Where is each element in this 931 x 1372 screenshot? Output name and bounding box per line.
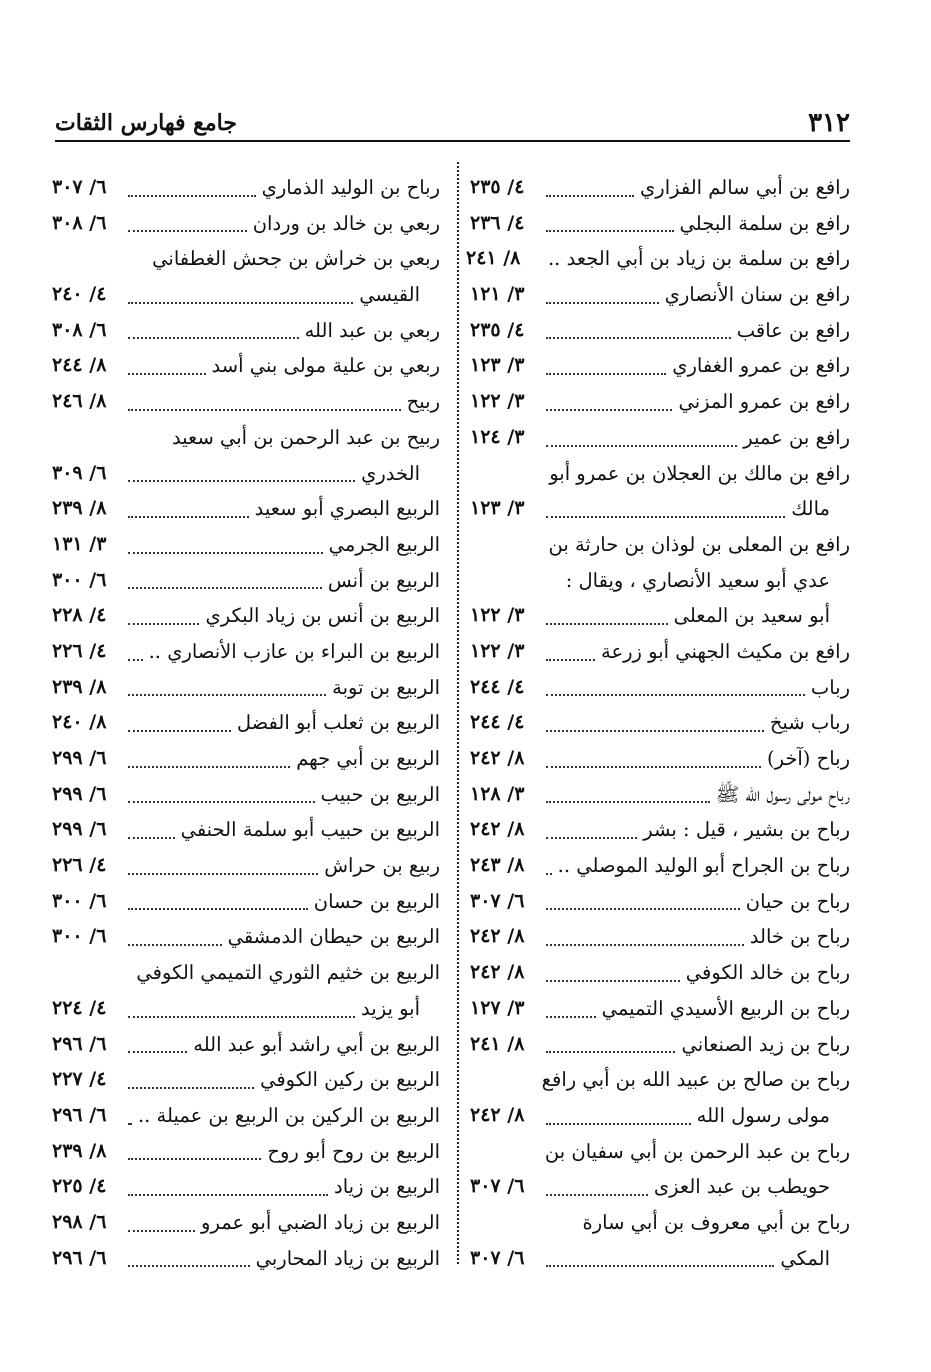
index-entry <box>470 1169 850 1205</box>
entry-name: الربيع الجرمي <box>328 532 440 556</box>
entry-name: رباح بن الربيع الأسيدي التميمي <box>601 996 850 1020</box>
entry-name: الربيع بن زياد الضبي أبو عمرو <box>201 1210 440 1234</box>
page-header <box>55 98 850 138</box>
index-entry <box>52 313 440 349</box>
index-entry <box>470 491 850 527</box>
leader-dots <box>546 373 672 411</box>
entry-reference: ٤/ ٢٢٤ <box>52 996 107 1019</box>
entry-name: المكي <box>780 1246 830 1270</box>
entry-reference: ٦/ ٢٩٨ <box>52 1210 107 1233</box>
entry-name: رباح بن عبد الرحمن بن أبي سفيان بن <box>544 1139 850 1163</box>
index-entry <box>52 991 440 1027</box>
leader-dots <box>546 659 805 697</box>
entry-reference: ٨/ ٢٤٢ <box>470 925 525 948</box>
header-rule <box>55 140 850 142</box>
leader-dots <box>128 516 323 554</box>
leader-dots <box>128 1087 132 1125</box>
leader-dots <box>128 908 222 946</box>
leader-dots <box>546 1087 691 1125</box>
entry-name: رباح بن بشير ، قيل : بشر <box>643 818 850 842</box>
entry-reference: ٦/ ٣٠٠ <box>52 925 107 948</box>
index-entry <box>52 206 440 242</box>
leader-dots <box>128 302 299 340</box>
entry-name: الربيع بن أنس <box>327 568 440 592</box>
leader-dots <box>546 159 634 197</box>
leader-dots <box>546 766 710 804</box>
entry-reference: ٣/ ١٢٣ <box>470 497 525 520</box>
entry-reference: ٤/ ٢٤٤ <box>470 675 525 698</box>
entry-name: رباح بن الوليد الذماري <box>261 176 440 199</box>
leader-dots <box>128 801 175 839</box>
entry-reference: ٤/ ٢٢٧ <box>52 1068 107 1091</box>
index-entry <box>52 1241 440 1277</box>
leader-dots <box>128 980 355 1018</box>
entry-name: الربيع بن روح أبو روح <box>267 1139 440 1163</box>
entry-name: الربيع بن زياد المحاربي <box>255 1246 440 1270</box>
entry-name: أبو يزيد <box>361 996 420 1020</box>
entry-name: رباب <box>810 675 850 699</box>
entry-name: رباح مولى رسول الله ﷺ <box>715 782 850 806</box>
index-entry <box>470 1098 850 1134</box>
leader-dots <box>128 766 315 804</box>
leader-dots <box>546 908 744 946</box>
leader-dots <box>128 1158 328 1196</box>
entry-name: الربيع بن أبي جهم <box>296 747 440 770</box>
entry-name: ربعي بن خالد بن وردان <box>252 211 440 235</box>
leader-dots <box>128 266 353 304</box>
leader-dots <box>546 266 659 304</box>
entry-reference: ٦/ ٣٠٠ <box>52 568 107 591</box>
entry-reference: ٤/ ٢٢٨ <box>52 604 107 627</box>
index-entry <box>52 1062 440 1098</box>
entry-reference: ٣/ ١٣١ <box>52 532 107 555</box>
index-entry <box>470 1134 850 1170</box>
entry-reference: ٤/ ٢٣٥ <box>470 318 525 341</box>
entry-reference: ٨/ ٢٤١ <box>470 1032 525 1055</box>
entry-name: رباح بن حيان <box>745 889 850 913</box>
leader-dots <box>546 587 668 625</box>
leader-dots <box>128 730 290 768</box>
index-entry <box>52 1169 440 1205</box>
entry-name: رافع بن مالك بن العجلان بن عمرو أبو <box>549 461 850 485</box>
entry-reference: ٦/ ٢٩٩ <box>52 818 107 841</box>
entry-name: رافع بن عمير <box>743 425 850 449</box>
index-entry <box>52 384 440 420</box>
entry-name: رباب شيخ <box>769 711 850 735</box>
entry-name: ربيح بن عبد الرحمن بن أبي سعيد <box>171 425 440 449</box>
column-divider <box>457 162 459 1264</box>
entry-name: الربيع بن حسان <box>313 889 440 913</box>
entry-name: رباح بن أبي معروف بن أبي سارة <box>582 1210 850 1234</box>
leader-dots <box>546 480 785 518</box>
entry-reference: ٤/ ٢٢٥ <box>52 1175 107 1198</box>
leader-dots <box>546 1158 648 1196</box>
index-entry <box>470 206 850 242</box>
entry-reference: ٣/ ١٢٢ <box>470 639 525 662</box>
leader-dots <box>128 873 308 911</box>
leader-dots <box>546 730 761 768</box>
leader-dots <box>128 659 326 697</box>
entry-reference: ٦/ ٣٠٧ <box>52 176 107 198</box>
entry-name: مالك <box>791 497 830 521</box>
entry-name: رباح بن الجراح أبو الوليد الموصلي .. <box>557 854 850 878</box>
entry-reference: ٣/ ١٢٨ <box>470 782 525 805</box>
leader-dots <box>546 1230 774 1268</box>
entry-name: الربيع بن زياد <box>334 1175 440 1199</box>
entry-reference: ٦/ ٣٠٩ <box>52 461 107 484</box>
leader-dots <box>128 1123 261 1161</box>
leader-dots <box>546 409 737 447</box>
entry-name: ربيح <box>406 390 440 414</box>
entry-name: ربعي بن عبد الله <box>304 318 440 342</box>
entry-name: الربيع بن حبيب <box>320 782 440 806</box>
entry-name: الربيع بن حيطان الدمشقي <box>227 925 440 949</box>
entry-name: رافع بن عمرو الغفاري <box>672 354 850 378</box>
entry-name: رافع بن سلمة بن زياد بن أبي الجعد .. <box>547 247 850 271</box>
leader-dots <box>546 1016 675 1054</box>
entry-reference: ٨/ ٢٣٩ <box>52 1139 107 1162</box>
leader-dots <box>128 1230 250 1268</box>
entry-reference: ٣/ ١٢٧ <box>470 996 525 1019</box>
entry-name: رافع بن أبي سالم الفزاري <box>640 176 850 199</box>
entry-reference: ٤/ ٢٤٤ <box>470 711 525 734</box>
book-title: جامع فهارس الثقات <box>55 110 237 136</box>
entry-reference: ٨/ ٢٤٢ <box>470 961 525 984</box>
leader-dots <box>546 694 764 732</box>
leader-dots <box>546 980 596 1018</box>
entry-reference: ٦/ ٢٩٦ <box>52 1246 107 1269</box>
entry-name: رافع بن المعلى بن لوذان بن حارثة بن <box>548 532 850 556</box>
entry-name: القيسي <box>359 283 420 307</box>
leader-dots <box>546 801 637 839</box>
leader-dots <box>128 1051 254 1089</box>
leader-dots <box>546 944 680 982</box>
leader-dots <box>128 552 322 590</box>
entry-reference: ٨/ ٢٤٠ <box>52 711 107 734</box>
entry-reference: ٨/ ٢٤٢ <box>470 747 525 769</box>
entry-name: الربيع بن البراء بن عازب الأنصاري .. <box>148 639 440 663</box>
entry-name: الربيع بن ثعلب أبو الفضل <box>236 711 440 735</box>
entry-reference: ٦/ ٣٠٨ <box>52 318 107 341</box>
entry-name: أبو سعيد بن المعلى <box>673 604 830 628</box>
entry-reference: ٦/ ٣٠٧ <box>470 1175 525 1198</box>
entry-name: الربيع بن أبي راشد أبو عبد الله <box>193 1032 440 1056</box>
entry-reference: ٨/ ٢٤٣ <box>470 854 525 877</box>
leader-dots <box>128 195 247 233</box>
index-entry <box>470 598 850 634</box>
entry-reference: ٨/ ٢٤٢ <box>470 1103 525 1126</box>
leader-dots <box>546 337 666 375</box>
entry-reference: ٦/ ٣٠٧ <box>470 1246 525 1269</box>
leader-dots <box>128 694 231 732</box>
entry-reference: ٤/ ٢٤٠ <box>52 283 107 306</box>
leader-dots <box>546 623 595 661</box>
entry-reference: ٣/ ١٢٣ <box>470 354 525 377</box>
leader-dots <box>128 1194 195 1232</box>
entry-name: رافع بن مكيث الجهني أبو زرعة <box>601 639 850 663</box>
entry-reference: ٦/ ٢٩٦ <box>52 1103 107 1126</box>
leader-dots <box>128 587 199 625</box>
entry-name: رباح بن خالد الكوفي <box>685 961 850 985</box>
entry-reference: ٤/ ٢٣٦ <box>470 211 525 234</box>
entry-name: رباح (آخر) <box>766 747 850 770</box>
entry-name: رافع بن سنان الأنصاري <box>664 283 850 307</box>
leader-dots <box>128 373 401 411</box>
leader-dots <box>128 1016 187 1054</box>
entry-name: رباح بن خالد <box>749 925 850 949</box>
entry-reference: ٨/ ٢٣٩ <box>52 497 107 520</box>
index-entry <box>470 812 850 848</box>
leader-dots <box>128 337 206 375</box>
index-entry <box>52 563 440 599</box>
leader-dots <box>128 159 256 197</box>
entry-name: رافع بن عمرو المزني <box>678 390 850 414</box>
entry-name: الربيع بن خثيم الثوري التميمي الكوفي <box>136 961 440 985</box>
leader-dots <box>546 873 740 911</box>
leader-dots <box>128 837 318 875</box>
entry-name: حويطب بن عبد العزى <box>653 1175 830 1199</box>
entry-name: رافع بن عاقب <box>736 318 850 342</box>
index-entry <box>470 777 850 813</box>
entry-reference: ٦/ ٣٠٧ <box>470 889 525 912</box>
entry-reference: ٤/ ٢٣٥ <box>470 176 525 198</box>
entry-name: رافع بن سلمة البجلي <box>679 211 850 235</box>
entry-reference: ٣/ ١٢٢ <box>470 390 525 413</box>
index-entry <box>465 241 850 277</box>
entry-name: الربيع بن توبة <box>332 675 440 699</box>
entry-name: الربيع البصري أبو سعيد <box>254 497 440 521</box>
entry-reference: ٣/ ١٢٢ <box>470 604 525 627</box>
leader-dots <box>546 302 731 340</box>
entry-name: عدي أبو سعيد الأنصاري ، ويقال : <box>565 568 830 592</box>
entry-name: رباح بن صالح بن عبيد الله بن أبي رافع <box>541 1068 850 1092</box>
entry-reference: ٣/ ١٢١ <box>470 283 525 306</box>
entry-reference: ٨/ ٢٣٩ <box>52 675 107 698</box>
entry-name: ربعي بن علية مولى بني أسد <box>211 354 440 378</box>
page-number: ٣١٢ <box>808 108 850 138</box>
entry-reference: ٨/ ٢٤١ <box>465 247 521 270</box>
leader-dots <box>128 445 355 483</box>
leader-dots <box>546 837 552 875</box>
entry-reference: ٦/ ٣٠٨ <box>52 211 107 234</box>
index-entry <box>52 777 440 813</box>
entry-name: الربيع بن ركين الكوفي <box>260 1068 440 1092</box>
entry-name: ربعي بن خراش بن جحش الغطفاني <box>152 247 440 271</box>
entry-reference: ٨/ ٢٤٦ <box>52 390 107 413</box>
leader-dots <box>128 480 249 518</box>
index-entry <box>470 420 850 456</box>
entry-reference: ٦/ ٢٩٩ <box>52 782 107 805</box>
index-column-left <box>52 170 440 1276</box>
entry-reference: ٤/ ٢٢٦ <box>52 854 107 877</box>
entry-name: الربيع بن الركين بن الربيع بن عميلة .. <box>137 1103 440 1127</box>
entry-reference: ٦/ ٢٩٩ <box>52 747 107 769</box>
index-entry <box>52 884 440 920</box>
index-entry <box>470 1241 850 1277</box>
entry-name: ربيع بن حراش <box>324 854 440 878</box>
leader-dots <box>546 195 674 233</box>
entry-reference: ٦/ ٢٩٦ <box>52 1032 107 1055</box>
index-entry <box>470 1027 850 1063</box>
entry-name: الربيع بن أنس بن زياد البكري <box>205 604 440 628</box>
leader-dots <box>128 623 143 661</box>
index-entry <box>470 527 850 563</box>
entry-reference: ٨/ ٢٤٢ <box>470 818 525 841</box>
entry-name: مولى رسول الله <box>696 1103 830 1127</box>
index-entry <box>52 598 440 634</box>
index-entry <box>470 955 850 991</box>
entry-name: الربيع بن حبيب أبو سلمة الحنفي <box>180 818 440 842</box>
entry-reference: ٨/ ٢٤٤ <box>52 354 107 377</box>
entry-reference: ٣/ ١٢٤ <box>470 425 525 448</box>
entry-reference: ٤/ ٢٢٦ <box>52 639 107 662</box>
entry-reference: ٦/ ٣٠٠ <box>52 889 107 912</box>
entry-name: الخدري <box>361 461 420 485</box>
index-entry <box>52 919 440 955</box>
index-entry <box>52 670 440 706</box>
index-column-right <box>465 170 850 1276</box>
entry-name: رباح بن زيد الصنعاني <box>681 1032 850 1056</box>
